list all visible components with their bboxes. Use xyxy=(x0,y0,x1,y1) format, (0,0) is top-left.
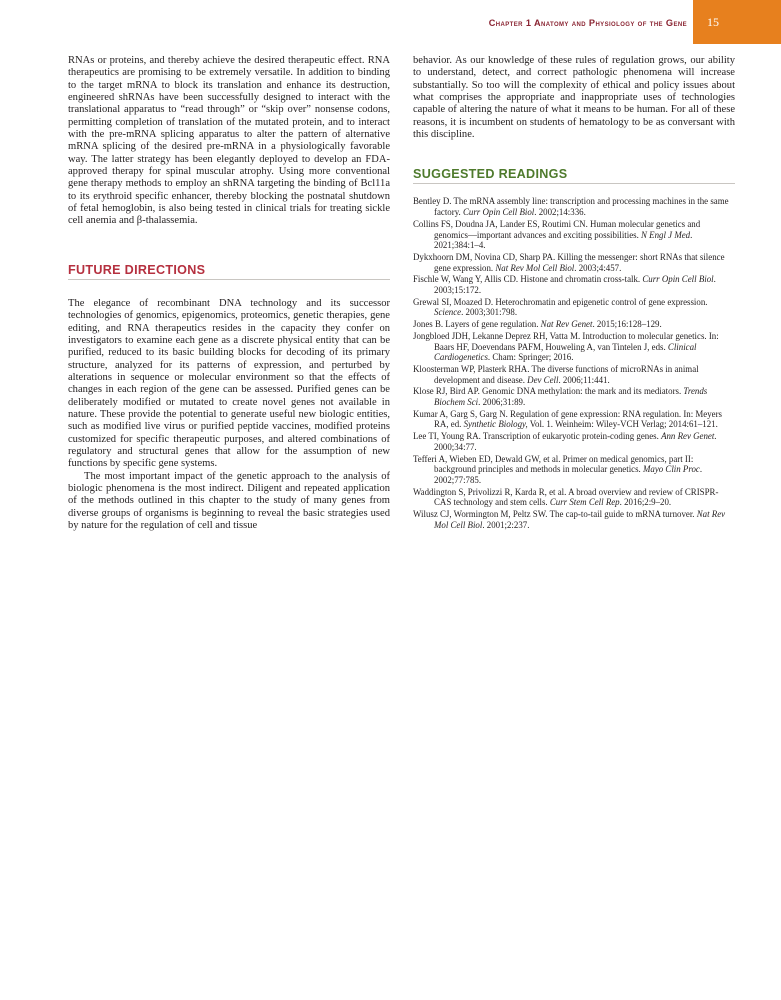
reference-item xyxy=(413,297,735,318)
reference-journal: Curr Opin Cell Biol xyxy=(463,207,535,218)
reference-journal: Dev Cell xyxy=(527,374,559,385)
reference-text: Kloosterman WP, Plasterk RHA. The diverse functions of microRNAs in animal development and disease. xyxy=(413,363,699,385)
reference-item xyxy=(413,331,735,363)
reference-journal: Nat Rev Mol Cell Biol xyxy=(434,509,726,530)
reference-citation: . 2002;77:785. xyxy=(434,464,703,485)
page-number: 15 xyxy=(707,15,719,29)
reference-citation: . 2021;384:1–4. xyxy=(434,229,693,251)
reference-item xyxy=(413,252,735,273)
reference-journal: Nat Rev Mol Cell Biol xyxy=(495,262,575,273)
reference-journal: N Engl J Med xyxy=(641,229,691,240)
left-column xyxy=(68,55,390,532)
reference-citation: . 2003;15:172. xyxy=(434,274,716,296)
reference-item xyxy=(413,487,735,508)
reference-citation: . 2015;16:128–129. xyxy=(592,319,662,330)
reference-text: Fischle W, Wang Y, Allis CD. Histone and chromatin cross-talk. xyxy=(413,274,643,285)
intro-paragraph: RNAs or proteins, and thereby achieve the desired therapeutic effect. RNA therapeutics are promising to be extremely versatile. In addition to binding to the target mRNA to block its translation and enhance its destruction, engineered shRNAs have been successfully designed to interact with the translational apparatus to “read through” or “skip over” nonsense codons, permitting completion of translation of the mutated protein, and to interact with the pre-mRNA splicing apparatus to alter the pattern of alternative mRNA splicing of the desired pre-mRNA in a physiologically favorable way. The latter strategy has been elegantly deployed to develop an FDA-approved therapy for spinal muscular atrophy. Using more conventional gene therapy methods to employ an shRNA targeting the binding of Bcl11a to its erythroid specific enhancer, thereby blocking the postnatal shutdown of fetal hemoglobin, is also being tested in clinical trials for treating sickle cell anemia and β-thalassemia. xyxy=(68,55,390,227)
reference-text: Jones B. Layers of gene regulation. xyxy=(413,319,541,330)
reference-citation: Vol. 1. Weinheim: Wiley-VCH Verlag; 2014:61–121. xyxy=(527,419,718,430)
reference-text: Bentley D. The mRNA assembly line: transcription and processing machines in the same factory. xyxy=(413,196,729,218)
reference-journal: Synthetic Biology, xyxy=(463,419,528,430)
continuation-paragraph: behavior. As our knowledge of these rules of regulation grows, our ability to understand, detect, and correct pathologic phenomena will increase substantially. So too will the complexity of ethical and policy issues about what comprises the appropriate and inappropriate uses of technologies capable of altering the nature of what it means to be human. For all of these reasons, it is incumbent on students of hematology to be as conversant with this discipline. xyxy=(413,55,735,141)
reference-text: Waddington S, Privolizzi R, Karda R, et al. A broad overview and review of CRISPR-CAS technology and stem cells. xyxy=(413,486,719,508)
reference-journal: Ann Rev Genet xyxy=(661,431,715,442)
reference-text: Klose RJ, Bird AP. Genomic DNA methylation: the mark and its mediators. xyxy=(413,386,684,397)
reference-item xyxy=(413,196,735,217)
reference-citation: . 2006;31:89. xyxy=(478,397,526,408)
reference-journal: Trends Biochem Sci xyxy=(434,386,708,408)
reference-text: Wilusz CJ, Wormington M, Peltz SW. The cap-to-tail guide to mRNA turnover. xyxy=(413,509,697,520)
reference-journal: Curr Stem Cell Rep xyxy=(549,497,620,508)
reference-citation: . 2003;301:798. xyxy=(461,307,518,318)
future-directions-heading: FUTURE DIRECTIONS xyxy=(68,263,390,280)
reference-item xyxy=(413,274,735,295)
future-paragraph-2: The most important impact of the genetic approach to the analysis of biologic phenomena is the most indirect. Diligent and repeated application of the methods outlined in this chapter to the study of many genes from diverse groups of organisms is beginning to reveal the basic strategies used by nature for the regulation of cell and tissue xyxy=(68,470,390,531)
reference-journal: Nat Rev Genet xyxy=(540,319,593,330)
reference-item xyxy=(413,509,735,530)
reference-journal: Curr Opin Cell Biol xyxy=(642,274,714,285)
future-paragraph-1: The elegance of recombinant DNA technology and its successor technologies of genomics, epigenomics, proteomics, genetic therapies, gene editing, and RNA therapeutics resides in the capacity they confer on investigators to examine each gene as a discrete physical entity that can be purified, reduced to its basic building blocks for decoding of its primary structure, analyzed for its patterns of expression, and perturbed by alterations in sequence or molecular environment so that the effects of changes in each region of the gene can be assessed. Purified genes can be deliberately modified or mutated to create novel genes not available in nature. These provide the potential to generate useful new biologic entities, such as modified live virus or purified peptide vaccines, modified proteins customized for specific therapeutic purposes, and altered combinations of regulatory and structural genes that allow for the assumption of new functions by specific gene systems. xyxy=(68,297,390,470)
reference-item xyxy=(413,409,735,430)
running-head: Chapter 1 Anatomy and Physiology of the Gene xyxy=(488,18,687,28)
reference-item xyxy=(413,454,735,486)
reference-text: Kumar A, Garg S, Garg N. Regulation of gene expression: RNA regulation. In: Meyers RA, ed. xyxy=(413,408,723,430)
reference-citation: . 2016;2:9–20. xyxy=(619,497,672,508)
reference-citation: . 2006;11:441. xyxy=(558,374,610,385)
reference-item xyxy=(413,364,735,385)
reference-text: Lee TI, Young RA. Transcription of eukaryotic protein-coding genes. xyxy=(413,431,662,442)
right-column xyxy=(413,55,735,532)
reference-citation: . Cham: Springer; 2016. xyxy=(487,352,574,363)
reference-item xyxy=(413,386,735,407)
reference-text: Tefferi A, Wieben ED, Dewald GW, et al. Primer on medical genomics, part II: background principles and methods in molecular genetics. xyxy=(413,453,694,475)
reference-journal: Mayo Clin Proc xyxy=(643,464,700,475)
reference-journal: Clinical Cardiogenetics xyxy=(434,341,697,363)
reference-citation: . 2003;4:457. xyxy=(574,262,622,273)
reference-item xyxy=(413,219,735,251)
reference-item xyxy=(413,319,735,330)
reference-journal: Science xyxy=(434,307,462,318)
reference-item xyxy=(413,431,735,452)
reference-citation: . 2002;14:336. xyxy=(534,207,586,218)
reference-text: Jongbloed JDH, Lekanne Deprez RH, Vatta M. Introduction to molecular genetics. In: Baars HF, Doevendans PAFM, Houweling A, van Tintelen J, eds. xyxy=(413,330,719,352)
reference-citation: . 2000;34:77. xyxy=(434,431,717,452)
reference-text: Grewal SI, Moazed D. Heterochromatin and epigenetic control of gene expression. xyxy=(413,296,708,307)
page-number-tab xyxy=(693,0,781,44)
reference-list xyxy=(413,196,735,530)
page-header xyxy=(0,0,781,44)
reference-text: Collins FS, Doudna JA, Lander ES, Routimi CN. Human molecular genetics and genomics—important advances and exciting possibilities. xyxy=(413,218,701,240)
suggested-readings-heading: SUGGESTED READINGS xyxy=(413,167,735,184)
reference-text: Dykxhoorn DM, Novina CD, Sharp PA. Killing the messenger: short RNAs that silence gene expression. xyxy=(413,251,725,273)
reference-citation: . 2001;2:237. xyxy=(482,519,530,530)
